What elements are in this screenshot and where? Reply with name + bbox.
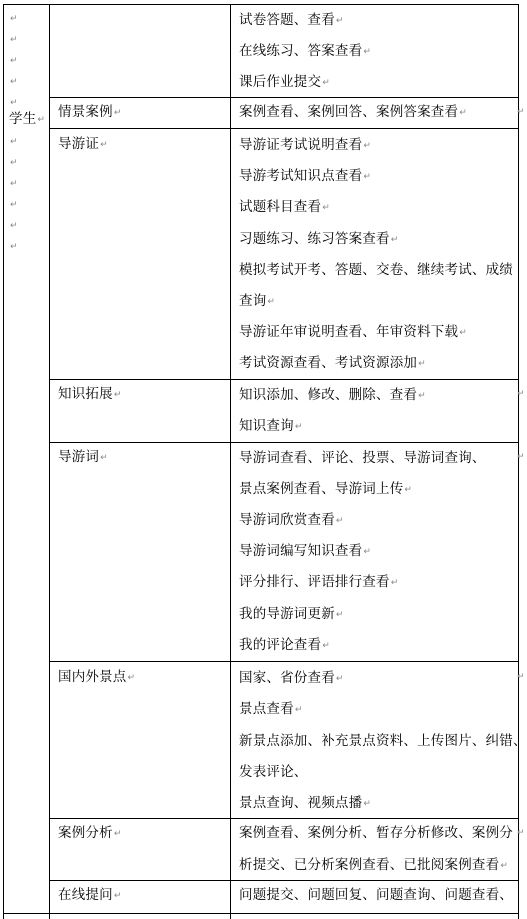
function-line — [239, 670, 344, 687]
paragraph-mark: ↵ — [10, 77, 18, 87]
paragraph-mark: ↵ — [37, 115, 46, 125]
function-line — [239, 168, 371, 185]
paragraph-mark: ↵ — [418, 359, 426, 369]
row-end-mark: ↵ — [517, 828, 525, 838]
table-border-top — [3, 4, 519, 5]
paragraph-mark: ↵ — [113, 390, 122, 400]
function-line-text: 知识查询 — [239, 418, 294, 434]
paragraph-mark: ↵ — [390, 578, 399, 588]
function-line-text: 问题提交、问题回复、问题查询、问题查看、 — [239, 887, 513, 903]
function-line — [239, 764, 308, 780]
row-end-mark: ↵ — [517, 672, 525, 682]
paragraph-mark: ↵ — [113, 829, 122, 839]
row-end-mark: ↵ — [517, 389, 525, 399]
function-line-text: 知识添加、修改、删除、查看 — [239, 387, 418, 403]
function-line — [239, 12, 344, 29]
function-line — [239, 512, 344, 529]
function-line — [239, 293, 275, 310]
function-line-text: 国家、省份查看 — [239, 670, 335, 686]
row-divider — [49, 880, 519, 881]
module-name — [58, 825, 122, 842]
function-line — [239, 450, 486, 466]
function-line-text: 导游考试知识点查看 — [239, 168, 363, 184]
paragraph-mark: ↵ — [10, 14, 18, 24]
function-line — [239, 104, 467, 121]
paragraph-mark: ↵ — [267, 297, 276, 307]
role-label — [9, 111, 45, 128]
empty-paragraph — [9, 175, 18, 192]
function-line-text: 景点案例查看、导游词上传 — [239, 481, 404, 497]
function-line-text: 我的评论查看 — [239, 637, 322, 653]
row-end-mark: ↵ — [517, 107, 525, 117]
function-line — [239, 637, 330, 654]
function-line — [239, 543, 371, 560]
function-line — [239, 795, 371, 812]
module-name-text: 案例分析 — [58, 825, 113, 841]
function-line-text: 试卷答题、查看 — [239, 12, 335, 28]
function-line — [239, 418, 303, 435]
module-name-text: 在线提问 — [58, 887, 113, 903]
paragraph-mark: ↵ — [10, 158, 18, 168]
paragraph-mark: ↵ — [363, 141, 372, 151]
paragraph-mark: ↵ — [500, 861, 509, 871]
paragraph-mark: ↵ — [10, 137, 18, 147]
empty-paragraph — [9, 31, 18, 48]
module-name-text: 知识拓展 — [58, 386, 113, 402]
function-line — [239, 733, 527, 749]
paragraph-mark: ↵ — [335, 674, 344, 684]
paragraph-mark: ↵ — [335, 610, 344, 620]
module-name — [58, 386, 122, 403]
paragraph-mark: ↵ — [10, 200, 18, 210]
paragraph-mark: ↵ — [459, 328, 467, 338]
paragraph-mark: ↵ — [10, 98, 18, 108]
module-name-text: 导游词 — [58, 449, 100, 465]
paragraph-mark: ↵ — [404, 485, 413, 495]
function-line-text: 导游证年审说明查看、年审资料下载 — [239, 324, 459, 340]
paragraph-mark: ↵ — [390, 235, 399, 245]
paragraph-mark: ↵ — [322, 203, 330, 213]
function-line — [239, 887, 513, 903]
function-line — [239, 199, 330, 216]
module-name — [58, 449, 108, 466]
empty-paragraph — [9, 238, 18, 255]
paragraph-mark: ↵ — [100, 453, 108, 463]
function-line-text: 在线练习、答案查看 — [239, 43, 363, 59]
paragraph-mark: ↵ — [418, 391, 426, 401]
table-border-function-divider — [230, 4, 231, 919]
module-name — [58, 669, 135, 686]
paragraph-mark: ↵ — [363, 799, 372, 809]
function-line — [239, 324, 467, 341]
function-line-text: 考试资源查看、考试资源添加 — [239, 355, 418, 371]
function-line — [239, 825, 513, 841]
paragraph-mark: ↵ — [10, 221, 18, 231]
function-line-text: 导游词编写知识查看 — [239, 543, 363, 559]
paragraph-mark: ↵ — [322, 641, 330, 651]
module-name — [58, 887, 122, 904]
paragraph-mark: ↵ — [294, 422, 303, 432]
function-line-text: 案例查看、案例分析、暂存分析修改、案例分 — [239, 825, 513, 841]
role-label-text: 学生 — [9, 111, 37, 127]
function-line — [239, 857, 508, 874]
function-line-text: 析提交、已分析案例查看、已批阅案例查看 — [239, 857, 500, 873]
function-line-text: 查询 — [239, 293, 267, 309]
function-line — [239, 701, 303, 718]
paragraph-mark: ↵ — [363, 47, 372, 57]
function-line — [239, 43, 371, 60]
function-line — [239, 231, 398, 248]
function-line-text: 发表评论、 — [239, 764, 308, 780]
function-line — [239, 262, 513, 278]
function-line-text: 试题科目查看 — [239, 199, 322, 215]
module-name-text: 导游证 — [58, 136, 100, 152]
function-line-text: 景点查询、视频点播 — [239, 795, 363, 811]
row-divider — [49, 661, 519, 662]
module-name — [58, 104, 122, 121]
paragraph-mark: ↵ — [322, 78, 330, 88]
row-divider — [49, 442, 519, 443]
paragraph-mark: ↵ — [10, 242, 18, 252]
row-divider — [49, 128, 519, 129]
paragraph-mark: ↵ — [113, 108, 122, 118]
row-divider — [49, 379, 519, 380]
paragraph-mark: ↵ — [294, 705, 303, 715]
module-name — [58, 136, 108, 153]
paragraph-mark: ↵ — [335, 516, 344, 526]
empty-paragraph — [9, 133, 18, 150]
table-border-left — [3, 4, 4, 919]
function-line — [239, 387, 426, 404]
row-end-mark: ↵ — [517, 452, 525, 462]
function-line-text: 新景点添加、补充景点资料、上传图片、纠错、 — [239, 733, 527, 749]
module-name-text: 国内外景点 — [58, 669, 127, 685]
function-line-text: 评分排行、评语排行查看 — [239, 574, 390, 590]
module-name-text: 情景案例 — [58, 104, 113, 120]
function-line — [239, 481, 412, 498]
function-line-text: 导游证考试说明查看 — [239, 137, 363, 153]
function-line-text: 习题练习、练习答案查看 — [239, 231, 390, 247]
function-line — [239, 137, 371, 154]
empty-paragraph — [9, 10, 18, 27]
paragraph-mark: ↵ — [459, 108, 467, 118]
table-border-bottom — [3, 913, 519, 914]
paragraph-mark: ↵ — [363, 172, 372, 182]
function-line — [239, 606, 344, 623]
paragraph-mark: ↵ — [127, 673, 136, 683]
paragraph-mark: ↵ — [10, 179, 18, 189]
row-divider — [49, 97, 519, 98]
paragraph-mark: ↵ — [113, 891, 122, 901]
function-line-text: 我的导游词更新 — [239, 606, 335, 622]
empty-paragraph — [9, 154, 18, 171]
empty-paragraph — [9, 73, 18, 90]
table-border-role-divider — [49, 4, 50, 919]
function-line-text: 课后作业提交 — [239, 74, 322, 90]
empty-paragraph — [9, 217, 18, 234]
paragraph-mark: ↵ — [10, 35, 18, 45]
paragraph-mark: ↵ — [10, 56, 18, 66]
function-line-text: 景点查看 — [239, 701, 294, 717]
paragraph-mark: ↵ — [335, 16, 344, 26]
empty-paragraph — [9, 94, 18, 111]
function-line-text: 案例查看、案例回答、案例答案查看 — [239, 104, 459, 120]
function-line-text: 导游词欣赏查看 — [239, 512, 335, 528]
function-line — [239, 74, 330, 91]
function-line-text: 导游词查看、评论、投票、导游词查询、 — [239, 450, 486, 466]
paragraph-mark: ↵ — [100, 140, 108, 150]
empty-paragraph — [9, 196, 18, 213]
function-line — [239, 355, 426, 372]
function-line — [239, 574, 398, 591]
empty-paragraph — [9, 52, 18, 69]
row-divider — [49, 818, 519, 819]
function-line-text: 模拟考试开考、答题、交卷、继续考试、成绩 — [239, 262, 513, 278]
paragraph-mark: ↵ — [363, 547, 372, 557]
